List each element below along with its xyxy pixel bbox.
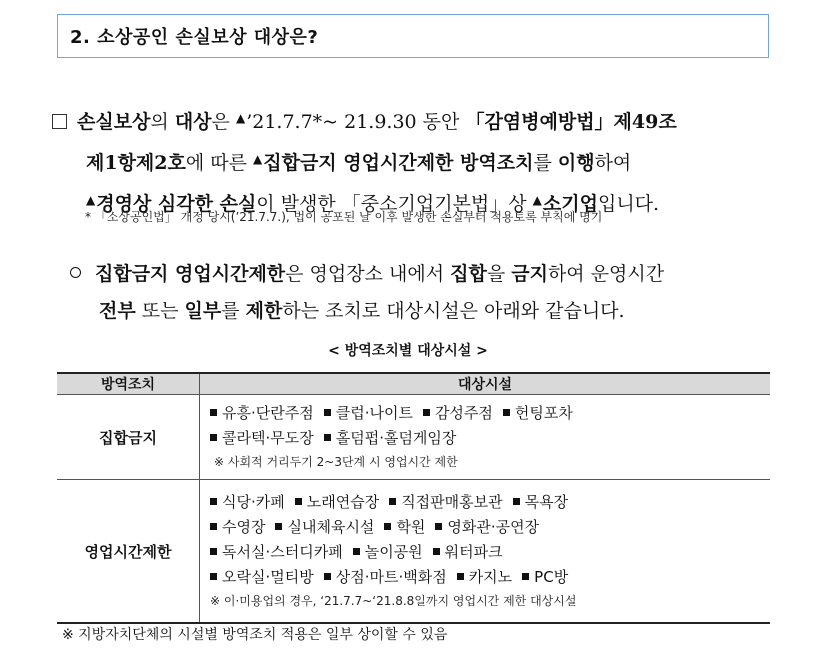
text-bold: 이행 [557,152,595,174]
square-bullet-icon [324,573,331,580]
square-bullet-icon [384,523,391,530]
measure-cell: 집합금지 [57,395,200,480]
checkbox-bullet-icon [52,114,67,129]
section-title [57,14,769,58]
facility-name: 헌팅포차 [514,404,573,422]
facility-line [210,401,770,426]
text: 를 [533,152,558,174]
facility-name: 독서실·스터디카페 [222,543,343,561]
facility-item [324,404,413,422]
square-bullet-icon [210,434,217,441]
text-bold: 손실보상 [77,111,151,133]
facility-item [522,568,568,586]
facility-item [353,543,423,561]
facility-name: 오락실·멀티방 [222,568,314,586]
facility-name: 학원 [396,518,426,536]
facility-item [435,518,539,536]
facility-name: PC방 [534,568,569,586]
text-bold: 제한 [245,300,283,322]
square-bullet-icon [522,573,529,580]
table-header-row [57,373,770,395]
text-bold: 전부 [99,300,136,322]
text-bold: 소기업 [542,193,598,215]
square-bullet-icon [275,523,282,530]
facility-line [210,515,770,540]
table-row [57,395,770,480]
column-header: 대상시설 [200,373,771,395]
square-bullet-icon [389,498,396,505]
table-row [57,480,770,624]
paragraph-line-1 [70,256,790,293]
facility-line [210,426,770,451]
facility-name: 상점·마트·백화점 [335,568,447,586]
facility-name: 목욕장 [524,493,569,511]
facility-item [210,404,314,422]
text-bold: 경영상 심각한 손실 [96,193,257,215]
cell-note: ※ 사회적 거리두기 2~3단계 시 영업시간 제한 [214,455,458,469]
text: 하여 운영시간 [547,263,665,285]
facility-item [210,493,285,511]
facility-item [210,518,265,536]
facility-name: 홀덤펍·홀덤게임장 [335,429,457,447]
square-bullet-icon [423,409,430,416]
text-bold: 제1항제2호 [86,152,186,174]
triangle-icon: ▲ [235,111,246,125]
text-bold: 금지 [511,263,548,285]
measure-cell: 영업시간제한 [57,480,200,624]
paragraph-line-1 [52,100,782,141]
paragraph-line-2 [70,293,790,330]
facility-line [210,565,770,590]
triangle-icon: ▲ [86,193,96,207]
facility-name: 놀이공원 [364,543,423,561]
triangle-icon: ▲ [253,152,263,166]
facility-name: 노래연습장 [306,493,380,511]
text: 이 발생한 「중소기업기본법」상 [256,193,533,215]
facility-item [457,568,512,586]
facility-item [210,568,314,586]
triangle-icon: ▲ [532,193,542,207]
square-bullet-icon [433,548,440,555]
cell-note: ※ 이·미용업의 경우, ‘21.7.7~‘21.8.8일까지 영업시간 제한 대상시설 [210,594,577,608]
paragraph-line-2 [52,141,782,182]
facility-name: 실내체육시설 [287,518,375,536]
square-bullet-icon [210,548,217,555]
footnote: * 「소상공인법」 개정 당시(’21.7.7.), 법이 공포된 날 이후 발생한 손실부터 적용토록 부칙에 명기 [85,210,603,224]
text-bold: 일부 [184,300,222,322]
square-bullet-icon [513,498,520,505]
facility-name: 식당·카페 [222,493,285,511]
facility-item [513,493,568,511]
text: 를 [221,300,246,322]
facilities-table [57,372,770,624]
square-bullet-icon [324,434,331,441]
facility-name: 카지노 [468,568,513,586]
facility-name: 영화관·공연장 [447,518,540,536]
square-bullet-icon [503,409,510,416]
facility-name: 수영장 [222,518,266,536]
square-bullet-icon [457,573,464,580]
text: 은 영업장소 내에서 [285,263,451,285]
text: 하는 조치로 대상시설은 아래와 같습니다. [282,300,625,322]
square-bullet-icon [435,523,442,530]
column-header: 방역조치 [57,373,200,395]
facility-item [275,518,374,536]
square-bullet-icon [295,498,302,505]
facility-item [384,518,425,536]
facility-item [210,429,314,447]
facility-name: 콜라텍·무도장 [222,429,314,447]
text-bold: 집합금지 영업시간제한 방역조치 [263,152,534,174]
facility-name: 유흥·단란주점 [222,404,314,422]
eligibility-paragraph [52,100,782,223]
facility-line [210,490,770,515]
facility-cell [200,480,771,624]
facility-item [423,404,493,422]
facility-item [389,493,502,511]
text: 을 [486,263,512,285]
text-bold: 「감염병예방법」제49조 [465,111,677,133]
facility-item [210,543,343,561]
text: ’21.7.7*~ 21.9.30 동안 [246,111,466,133]
facility-item [324,429,457,447]
square-bullet-icon [210,523,217,530]
text: 하여 [594,152,632,174]
circle-bullet-icon [70,267,81,278]
square-bullet-icon [210,409,217,416]
square-bullet-icon [210,498,217,505]
facility-item [503,404,573,422]
bottom-note: ※ 지방자치단체의 시설별 방역조치 적용은 일부 상이할 수 있음 [62,627,448,643]
text-bold: 집합 [450,263,487,285]
table-caption: < 방역조치별 대상시설 > [328,343,488,359]
square-bullet-icon [210,573,217,580]
restriction-paragraph [70,256,790,330]
facility-item [433,543,503,561]
text: 은 [211,111,236,133]
facility-item [324,568,447,586]
facility-item [295,493,379,511]
facility-name: 감성주점 [434,404,493,422]
facility-name: 워터파크 [444,543,503,561]
text-bold: 집합금지 영업시간제한 [95,263,286,285]
facility-line [210,540,770,565]
text: 에 따른 [185,152,254,174]
square-bullet-icon [324,409,331,416]
facility-cell [200,395,771,480]
text-bold: 대상 [174,111,212,133]
text: 또는 [135,300,185,322]
text: 입니다. [597,193,660,215]
facility-name: 직접판매홍보관 [401,493,503,511]
text: 의 [150,111,175,133]
square-bullet-icon [353,548,360,555]
facility-name: 클럽·나이트 [335,404,413,422]
section-title-text: 2. 소상공인 손실보상 대상은? [70,27,319,48]
